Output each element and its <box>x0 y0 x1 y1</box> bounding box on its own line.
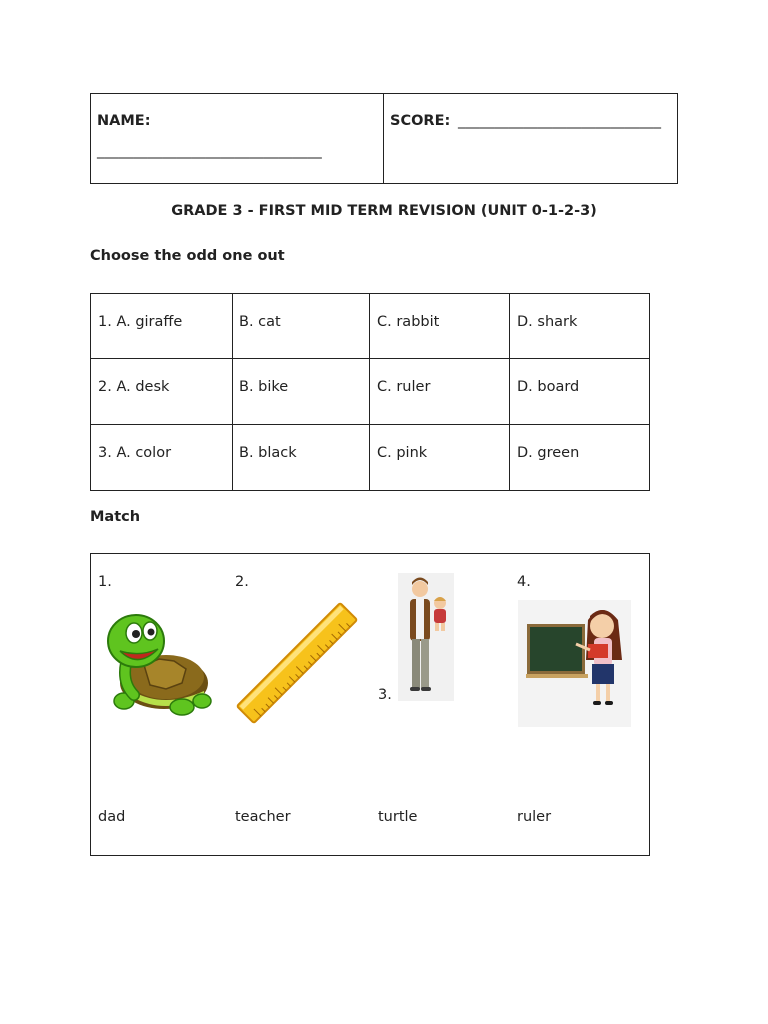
worksheet-title: GRADE 3 - FIRST MID TERM REVISION (UNIT 0-1-2-3) <box>171 203 597 219</box>
table-divider <box>509 293 510 490</box>
match-word: teacher <box>235 809 291 825</box>
table-cell: D. shark <box>517 314 578 330</box>
table-cell: B. black <box>239 445 297 461</box>
table-cell: D. green <box>517 445 580 461</box>
table-cell: B. bike <box>239 379 289 395</box>
match-word: ruler <box>517 809 552 825</box>
header-divider <box>383 93 384 184</box>
table-cell: 1. A. giraffe <box>98 314 183 330</box>
table-divider <box>90 424 649 425</box>
table-cell: C. pink <box>377 445 428 461</box>
table-cell: B. cat <box>239 314 281 330</box>
section-instruction-odd-one-out: Choose the odd one out <box>90 248 285 264</box>
table-divider <box>90 358 649 359</box>
table-divider <box>369 293 370 490</box>
name-label: NAME: <box>97 113 151 129</box>
table-cell: 3. A. color <box>98 445 172 461</box>
name-blank[interactable]: _______________________________ <box>97 143 322 159</box>
score-label: SCORE: <box>390 113 451 129</box>
ruler-icon <box>234 599 360 727</box>
match-word: dad <box>98 809 126 825</box>
match-word: turtle <box>378 809 418 825</box>
table-cell: 2. A. desk <box>98 379 170 395</box>
student-info-box <box>90 93 678 184</box>
father-and-child-icon <box>398 573 454 701</box>
section-instruction-match: Match <box>90 509 141 525</box>
table-cell: D. board <box>517 379 580 395</box>
match-number: 1. <box>98 574 112 590</box>
match-number: 4. <box>517 574 531 590</box>
table-cell: C. ruler <box>377 379 431 395</box>
teacher-icon <box>518 600 631 727</box>
match-number: 3. <box>378 687 392 703</box>
table-divider <box>232 293 233 490</box>
turtle-icon <box>104 603 216 717</box>
score-blank[interactable]: ____________________________ <box>458 113 661 129</box>
table-cell: C. rabbit <box>377 314 440 330</box>
match-number: 2. <box>235 574 249 590</box>
